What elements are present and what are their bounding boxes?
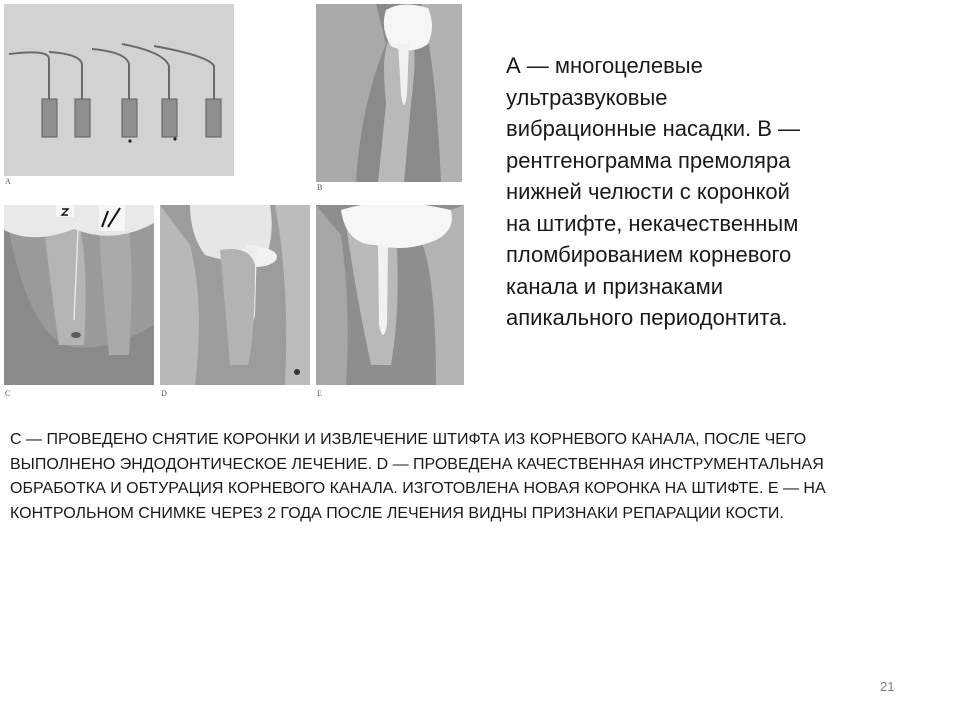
- figure-description: А — многоцелевые ультразвуковые вибрационные насадки. В — рентгенограмма премоляра нижней челюсти с коронкой на штифте, некачественным пломбированием корневого канала и признаками апикального периодонтита.: [506, 53, 801, 330]
- panel-label-d: D: [161, 389, 167, 398]
- figure-panel-e: [316, 205, 464, 385]
- figure-panel-c: [4, 205, 154, 385]
- figure-panel-d: [160, 205, 310, 385]
- panel-label-e: E: [317, 389, 322, 398]
- figure-panel-a: [4, 4, 234, 176]
- panel-label-b: B: [317, 183, 323, 192]
- ultrasonic-tips-photo: [4, 4, 234, 176]
- radiograph-d: [160, 205, 310, 385]
- radiograph-c: [4, 205, 154, 385]
- figure-caption: С — ПРОВЕДЕНО СНЯТИЕ КОРОНКИ И ИЗВЛЕЧЕНИЕ ШТИФТА ИЗ КОРНЕВОГО КАНАЛА, ПОСЛЕ ЧЕГО ВЫПОЛНЕНО ЭНДОДОНТИЧЕСКОЕ ЛЕЧЕНИЕ. D — ПРОВЕДЕНА КАЧЕСТВЕННАЯ ИНСТРУМЕНТАЛЬНАЯ ОБРАБОТКА И ОБТУРАЦИЯ КОРНЕВОГО КАНАЛА. ИЗГОТОВЛЕНА НОВАЯ КОРОНКА НА ШТИФТЕ. E — НА КОНТРОЛЬНОМ СНИМКЕ ЧЕРЕЗ 2 ГОДА ПОСЛЕ ЛЕЧЕНИЯ ВИДНЫ ПРИЗНАКИ РЕПАРАЦИИ КОСТИ.: [10, 431, 826, 522]
- radiograph-e: [316, 205, 464, 385]
- page-number: 21: [880, 679, 895, 694]
- panel-label-a: A: [5, 177, 11, 186]
- panel-label-c: C: [5, 389, 11, 398]
- radiograph-b: [316, 4, 462, 182]
- figure-panel-b: [316, 4, 462, 182]
